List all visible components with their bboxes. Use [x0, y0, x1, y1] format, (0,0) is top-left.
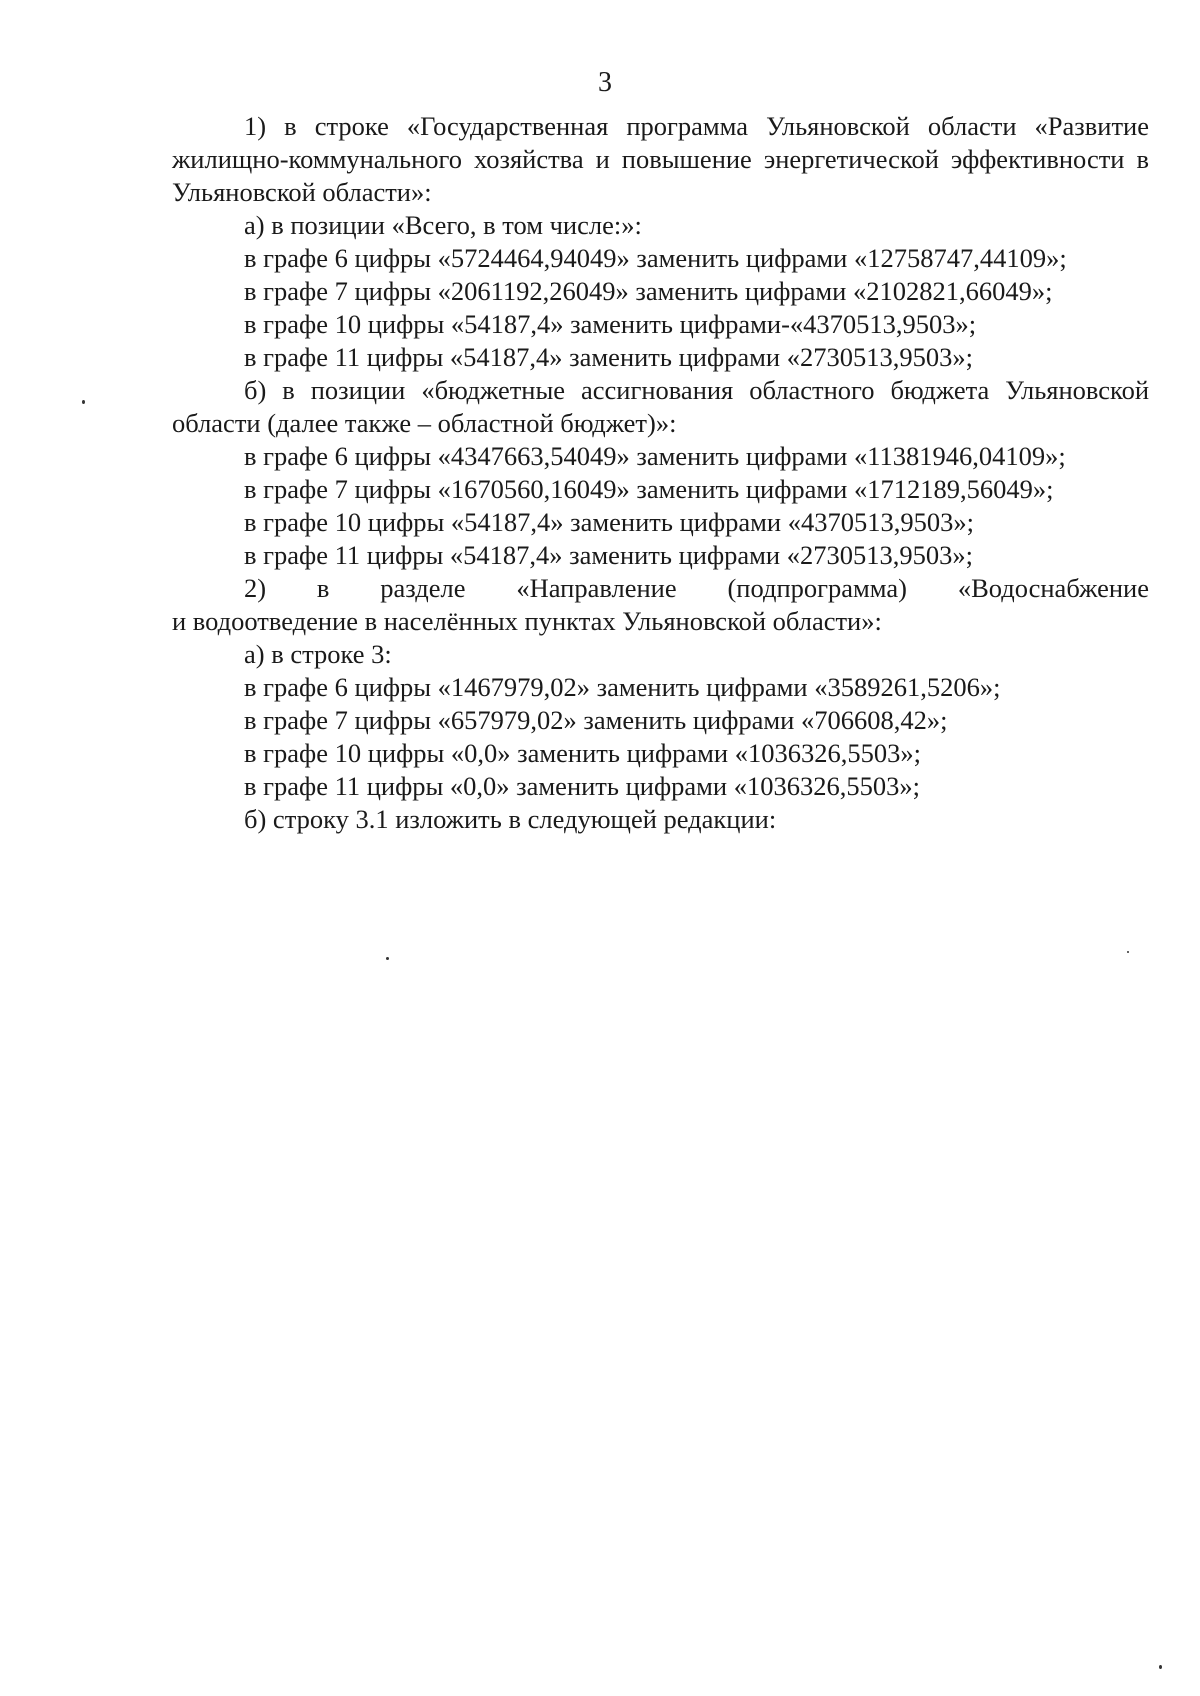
item-2-continuation: и водоотведение в населённых пунктах Ульяновской области»:	[172, 606, 882, 636]
item-2-word: (подпрограмма)	[727, 573, 907, 603]
item-2-word: 2)	[244, 573, 267, 603]
item-1-a-line-1: в графе 6 цифры «5724464,94049» заменить цифрами «12758747,44109»;	[244, 243, 1067, 273]
scan-speck	[1159, 1665, 1162, 1669]
item-1-b-line-4: в графе 11 цифры «54187,4» заменить цифрами «2730513,9503»;	[244, 540, 973, 570]
item-1-a-line-4: в графе 11 цифры «54187,4» заменить цифрами «2730513,9503»;	[244, 342, 973, 372]
item-2-first-line	[172, 572, 1149, 605]
item-2-a-line-4: в графе 11 цифры «0,0» заменить цифрами «1036326,5503»;	[244, 771, 920, 801]
item-2-word: в	[316, 573, 330, 603]
item-1-a-line-3: в графе 10 цифры «54187,4» заменить цифрами-«4370513,9503»;	[244, 309, 977, 339]
item-2-word: «Водоснабжение	[957, 573, 1149, 603]
item-1-b-line-2: в графе 7 цифры «1670560,16049» заменить цифрами «1712189,56049»;	[244, 474, 1054, 504]
scan-speck	[82, 400, 85, 404]
item-2-a-header: а) в строке 3:	[244, 639, 392, 669]
item-1-paragraph: 1) в строке «Государственная программа Ульяновской области «Развитие жилищно-коммунального хозяйства и повышение энергетической эффективности в Ульяновской области»:	[172, 111, 1149, 207]
document-body	[172, 110, 1149, 836]
item-1-b-line-1: в графе 6 цифры «4347663,54049» заменить цифрами «11381946,04109»;	[244, 441, 1066, 471]
scan-speck	[1127, 951, 1129, 953]
item-1-b-line-3: в графе 10 цифры «54187,4» заменить цифрами «4370513,9503»;	[244, 507, 974, 537]
scan-speck	[386, 957, 389, 960]
item-2-word: разделе	[380, 573, 466, 603]
page-number: 3	[598, 67, 612, 98]
item-1-a-line-2: в графе 7 цифры «2061192,26049» заменить цифрами «2102821,66049»;	[244, 276, 1053, 306]
item-1-b-paragraph: б) в позиции «бюджетные ассигнования областного бюджета Ульяновской области (далее также – областной бюджет)»:	[172, 375, 1149, 438]
item-2-word: «Направление	[516, 573, 677, 603]
item-1-a-header: а) в позиции «Всего, в том числе:»:	[244, 210, 642, 240]
item-2-a-line-3: в графе 10 цифры «0,0» заменить цифрами «1036326,5503»;	[244, 738, 921, 768]
item-2-a-line-2: в графе 7 цифры «657979,02» заменить цифрами «706608,42»;	[244, 705, 948, 735]
item-2-a-line-1: в графе 6 цифры «1467979,02» заменить цифрами «3589261,5206»;	[244, 672, 1001, 702]
item-2-b-header: б) строку 3.1 изложить в следующей редакции:	[244, 804, 777, 834]
